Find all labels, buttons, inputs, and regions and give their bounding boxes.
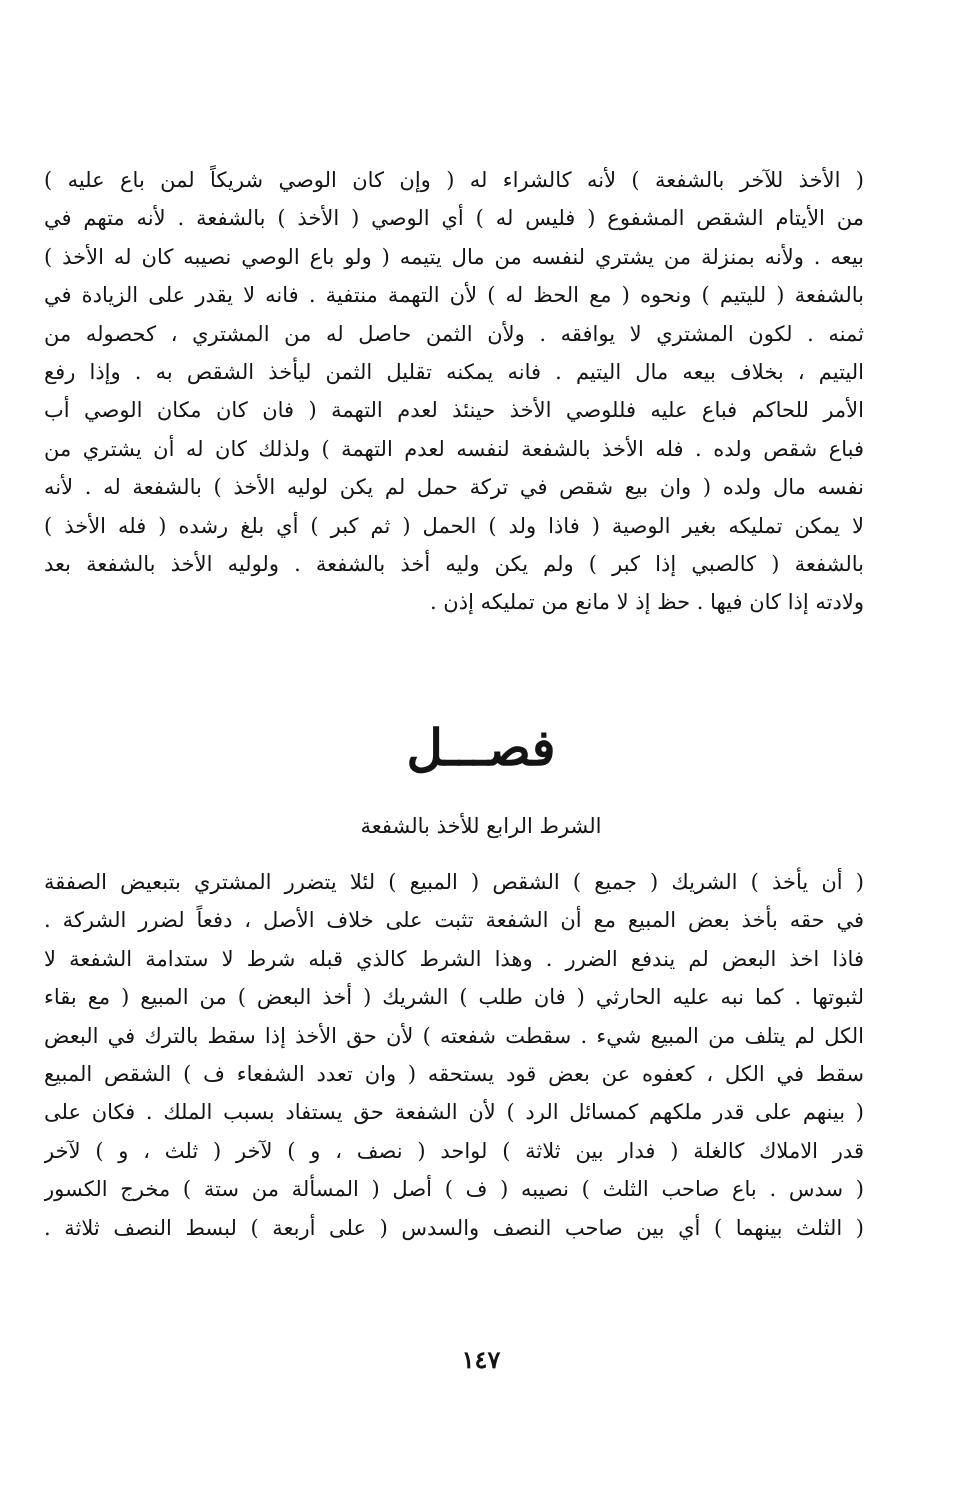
text-line: لا يمكن تمليكه بغير الوصية ( فاذا ولد ) الحمل ( ثم كبر ) أي بلغ رشده ( فله الأخذ ) [44,513,864,538]
text-line: من الأيتام الشقص المشفوع ( فليس له ) أي الوصي ( الأخذ ) بالشفعة . لأنه متهم في [44,206,864,231]
section-title: الشرط الرابع للأخذ بالشفعة [360,814,602,838]
text-line: بالشفعة ( كالصبي إذا كبر ) ولم يكن وليه أخذ بالشفعة . ولوليه الأخذ بالشفعة بعد [44,551,864,576]
text-line: نفسه مال ولده ( وان بيع شقص في تركة حمل لم يكن لوليه الأخذ ) بالشفعة له . لأنه [44,475,864,500]
text-line: اليتيم ، بخلاف بيعه مال اليتيم . فانه يمكنه تقليل الثمن ليأخذ الشقص به . وإذا رفع [44,359,864,384]
text-line: ثمنه . لكون المشتري لا يوافقه . ولأن الثمن حاصل له من المشتري ، كحصوله من [44,321,864,346]
text-line: قدر الاملاك كالغلة ( فدار بين ثلاثة ) لواحد ( نصف ، و ) لآخر ( ثلث ، و ) لآخر [44,1138,864,1163]
text-line: بيعه . ولأنه بمنزلة من يشتري لنفسه من مال يتيمه ( ولو باع الوصي نصيبه كان له الأخذ ) [44,244,864,269]
text-line: الكل لم يتلف من المبيع شيء . سقطت شفعته ) لأن حق الأخذ إذا سقط بالترك في البعض [44,1023,864,1048]
text-line: فاذا اخذ البعض لم يندفع الضرر . وهذا الشرط كالذي قبله شرط لا ستدامة الشفعة لا [44,946,864,971]
chapter-heading: فصـــل [406,718,556,777]
text-line: سقط في الكل ، كعفوه عن بعض قود يستحقه ( وان تعدد الشفعاء ف ) الشقص المبيع [44,1061,864,1086]
text-line: ( الأخذ للآخر بالشفعة ) لأنه كالشراء له ( وإن كان الوصي شريكاً لمن باع عليه ) [44,168,864,192]
page-number: ١٤٧ [461,1345,501,1374]
text-line: ولادته إذا كان فيها . حظ إذ لا مانع من تمليكه إذن . [429,590,864,615]
body-text-bottom [44,863,864,1247]
text-line: في حقه بأخذ بعض المبيع مع أن الشفعة تثبت على خلاف الأصل ، دفعاً لضرر الشركة . [44,908,864,933]
body-text-top [44,161,864,622]
text-line: ( سدس . باع صاحب الثلث ) نصيبه ( ف ) أصل ( المسألة من ستة ) مخرج الكسور [44,1177,864,1202]
text-line: بالشفعة ( لليتيم ) ونحوه ( مع الحظ له ) لأن التهمة منتفية . فانه لا يقدر على الزيادة في [44,283,864,308]
text-line: لثبوتها . كما نبه عليه الحارثي ( فان طلب ) الشريك ( أخذ البعض ) من المبيع ( مع بقاء [44,985,864,1010]
text-line: ( أن يأخذ ) الشريك ( جميع ) الشقص ( المبيع ) لئلا يتضرر المشتري بتبعيض الصفقة [44,870,864,894]
text-line: الأمر للحاكم فباع عليه فللوصي الأخذ حينئذ لعدم التهمة ( فان كان مكان الوصي أب [44,398,864,423]
text-line: ( بينهم على قدر ملكهم كمسائل الرد ) لأن الشفعة حق يستفاد بسبب الملك . فكان على [44,1100,864,1125]
text-line: ( الثلث بينهما ) أي بين صاحب النصف والسدس ( على أربعة ) لبسط النصف ثلاثة . [44,1215,864,1240]
text-line: فباع شقص ولده . فله الأخذ بالشفعة لنفسه لعدم التهمة ) ولذلك كان له أن يشتري من [44,436,864,461]
